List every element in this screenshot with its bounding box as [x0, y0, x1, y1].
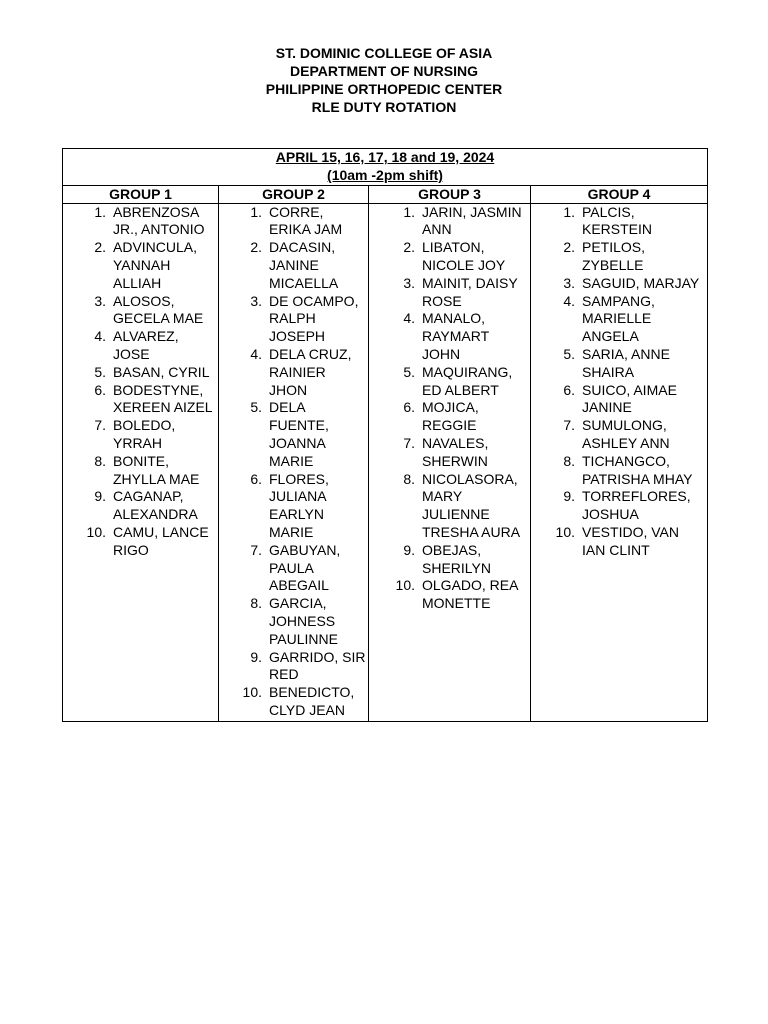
member-number: 2.	[563, 239, 575, 256]
member-name: DELA FUENTE, JOANNA MARIE	[269, 399, 329, 469]
member-number: 1.	[250, 203, 262, 220]
member-item	[369, 399, 530, 435]
member-name: NICOLASORA, MARY JULIENNE TRESHA AURA	[422, 470, 521, 540]
member-number: 8.	[403, 470, 415, 487]
member-name: LIBATON, NICOLE JOY	[422, 239, 506, 273]
member-name: GARRIDO, SIR RED	[269, 648, 366, 683]
member-item	[369, 364, 530, 400]
schedule-dates: APRIL 15, 16, 17, 18 and 19, 2024	[275, 149, 495, 165]
member-item	[369, 310, 530, 363]
schedule-row	[63, 149, 708, 186]
member-name: ALVAREZ, JOSE	[113, 328, 179, 362]
member-name: CAGANAP, ALEXANDRA	[113, 488, 198, 523]
member-name: DELA CRUZ, RAINIER JHON	[269, 345, 352, 398]
member-item	[369, 542, 530, 578]
member-item	[531, 275, 707, 293]
member-number: 5.	[563, 345, 575, 362]
group-header: GROUP 1	[63, 185, 219, 203]
member-number: 8.	[563, 452, 575, 469]
member-number: 7.	[250, 541, 262, 558]
member-number: 5.	[94, 363, 106, 380]
member-number: 7.	[563, 417, 575, 434]
member-number: 4.	[403, 310, 415, 327]
member-number: 5.	[250, 399, 262, 416]
member-name: BASAN, CYRIL	[113, 363, 210, 380]
member-number: 5.	[403, 363, 415, 380]
member-number: 7.	[94, 417, 106, 434]
member-name: BOLEDO, YRRAH	[113, 417, 176, 451]
member-list	[369, 204, 530, 614]
member-number: 6.	[94, 381, 106, 398]
members-row	[63, 203, 708, 721]
member-number: 3.	[403, 274, 415, 291]
member-list	[531, 204, 707, 561]
member-item	[219, 595, 368, 648]
group-column	[369, 203, 531, 721]
member-item	[63, 239, 218, 292]
member-name: SUICO, AIMAE JANINE	[582, 381, 677, 416]
member-item	[531, 382, 707, 418]
member-item	[219, 471, 368, 542]
group-column	[219, 203, 369, 721]
member-item	[219, 649, 368, 685]
member-name: TORREFLORES, JOSHUA	[582, 488, 691, 523]
group-header-row	[63, 185, 708, 203]
member-name: FLORES, JULIANA EARLYN MARIE	[269, 470, 329, 540]
member-number: 3.	[94, 292, 106, 309]
member-item	[219, 399, 368, 470]
member-item	[219, 204, 368, 240]
member-name: MANALO, RAYMART JOHN	[422, 310, 489, 362]
member-number: 10.	[242, 684, 262, 701]
member-item	[219, 684, 368, 720]
member-item	[531, 488, 707, 524]
member-number: 1.	[94, 203, 106, 220]
member-item	[63, 382, 218, 418]
member-item	[369, 275, 530, 311]
member-number: 6.	[403, 399, 415, 416]
member-name: ADVINCULA, YANNAH ALLIAH	[113, 239, 198, 291]
member-name: OLGADO, REA MONETTE	[422, 577, 518, 612]
member-name: ABRENZOSA JR., ANTONIO	[113, 203, 205, 238]
member-number: 3.	[563, 274, 575, 291]
member-name: SAGUID, MARJAY	[582, 274, 700, 291]
member-name: GABUYAN, PAULA ABEGAIL	[269, 541, 341, 594]
member-list	[219, 204, 368, 721]
member-item	[219, 542, 368, 595]
member-number: 1.	[563, 203, 575, 220]
schedule-shift: (10am -2pm shift)	[327, 166, 443, 183]
member-number: 4.	[250, 345, 262, 362]
member-number: 4.	[563, 292, 575, 309]
member-number: 2.	[403, 239, 415, 256]
member-name: CAMU, LANCE RIGO	[113, 523, 209, 558]
member-name: OBEJAS, SHERILYN	[422, 541, 491, 576]
member-name: MOJICA, REGGIE	[422, 399, 479, 434]
member-item	[219, 239, 368, 292]
member-name: MAQUIRANG, ED ALBERT	[422, 363, 513, 398]
member-item	[63, 488, 218, 524]
member-item	[369, 204, 530, 240]
member-item	[369, 239, 530, 275]
member-item	[531, 239, 707, 275]
document-header	[0, 44, 768, 116]
member-item	[63, 364, 218, 382]
member-number: 8.	[250, 595, 262, 612]
member-number: 10.	[86, 523, 106, 540]
member-name: PALCIS, KERSTEIN	[582, 203, 653, 238]
member-name: BENEDICTO, CLYD JEAN	[269, 684, 355, 718]
member-number: 2.	[94, 239, 106, 256]
institution-name: ST. DOMINIC COLLEGE OF ASIA	[275, 45, 493, 61]
member-item	[369, 577, 530, 613]
member-number: 3.	[250, 292, 262, 309]
group-column	[531, 203, 708, 721]
duty-rotation-table	[62, 148, 708, 722]
member-name: DE OCAMPO, RALPH JOSEPH	[269, 292, 359, 345]
member-name: SAMPANG, MARIELLE ANGELA	[582, 292, 655, 345]
member-item	[63, 328, 218, 364]
member-name: ALOSOS, GECELA MAE	[113, 292, 204, 327]
member-item	[531, 204, 707, 240]
member-name: SARIA, ANNE SHAIRA	[582, 345, 670, 380]
member-number: 4.	[94, 328, 106, 345]
member-name: TICHANGCO, PATRISHA MHAY	[582, 452, 693, 487]
member-number: 9.	[94, 488, 106, 505]
member-number: 10.	[395, 577, 415, 594]
member-item	[219, 346, 368, 399]
member-item	[531, 346, 707, 382]
member-name: JARIN, JASMIN ANN	[422, 203, 522, 238]
group-header: GROUP 2	[219, 185, 369, 203]
member-number: 7.	[403, 434, 415, 451]
member-item	[369, 471, 530, 542]
member-item	[63, 453, 218, 489]
member-number: 8.	[94, 452, 106, 469]
member-number: 6.	[563, 381, 575, 398]
member-number: 10.	[555, 523, 575, 540]
member-item	[63, 417, 218, 453]
member-name: PETILOS, ZYBELLE	[582, 239, 646, 273]
member-number: 9.	[250, 648, 262, 665]
member-item	[63, 524, 218, 560]
member-name: MAINIT, DAISY ROSE	[422, 274, 518, 309]
member-item	[531, 417, 707, 453]
group-header: GROUP 4	[531, 185, 708, 203]
member-name: CORRE, ERIKA JAM	[269, 203, 343, 238]
member-number: 9.	[563, 488, 575, 505]
member-list	[63, 204, 218, 561]
member-item	[219, 293, 368, 346]
member-name: BONITE, ZHYLLA MAE	[113, 452, 200, 487]
member-number: 6.	[250, 470, 262, 487]
schedule-cell	[63, 149, 708, 186]
member-item	[63, 293, 218, 329]
department-name: DEPARTMENT OF NURSING	[290, 63, 478, 79]
member-name: GARCIA, JOHNESS PAULINNE	[269, 595, 338, 647]
member-item	[531, 453, 707, 489]
hospital-name: PHILIPPINE ORTHOPEDIC CENTER	[265, 81, 503, 97]
member-name: NAVALES, SHERWIN	[422, 434, 489, 469]
member-name: VESTIDO, VAN IAN CLINT	[582, 523, 679, 558]
member-item	[63, 204, 218, 240]
group-header: GROUP 3	[369, 185, 531, 203]
member-name: BODESTYNE, XEREEN AIZEL	[113, 381, 213, 416]
member-name: DACASIN, JANINE MICAELLA	[269, 239, 339, 291]
member-item	[531, 293, 707, 346]
member-name: SUMULONG, ASHLEY ANN	[582, 417, 670, 451]
member-number: 1.	[403, 203, 415, 220]
member-item	[531, 524, 707, 560]
member-number: 2.	[250, 239, 262, 256]
member-number: 9.	[403, 541, 415, 558]
group-column	[63, 203, 219, 721]
member-item	[369, 435, 530, 471]
document-title: RLE DUTY ROTATION	[311, 99, 457, 115]
